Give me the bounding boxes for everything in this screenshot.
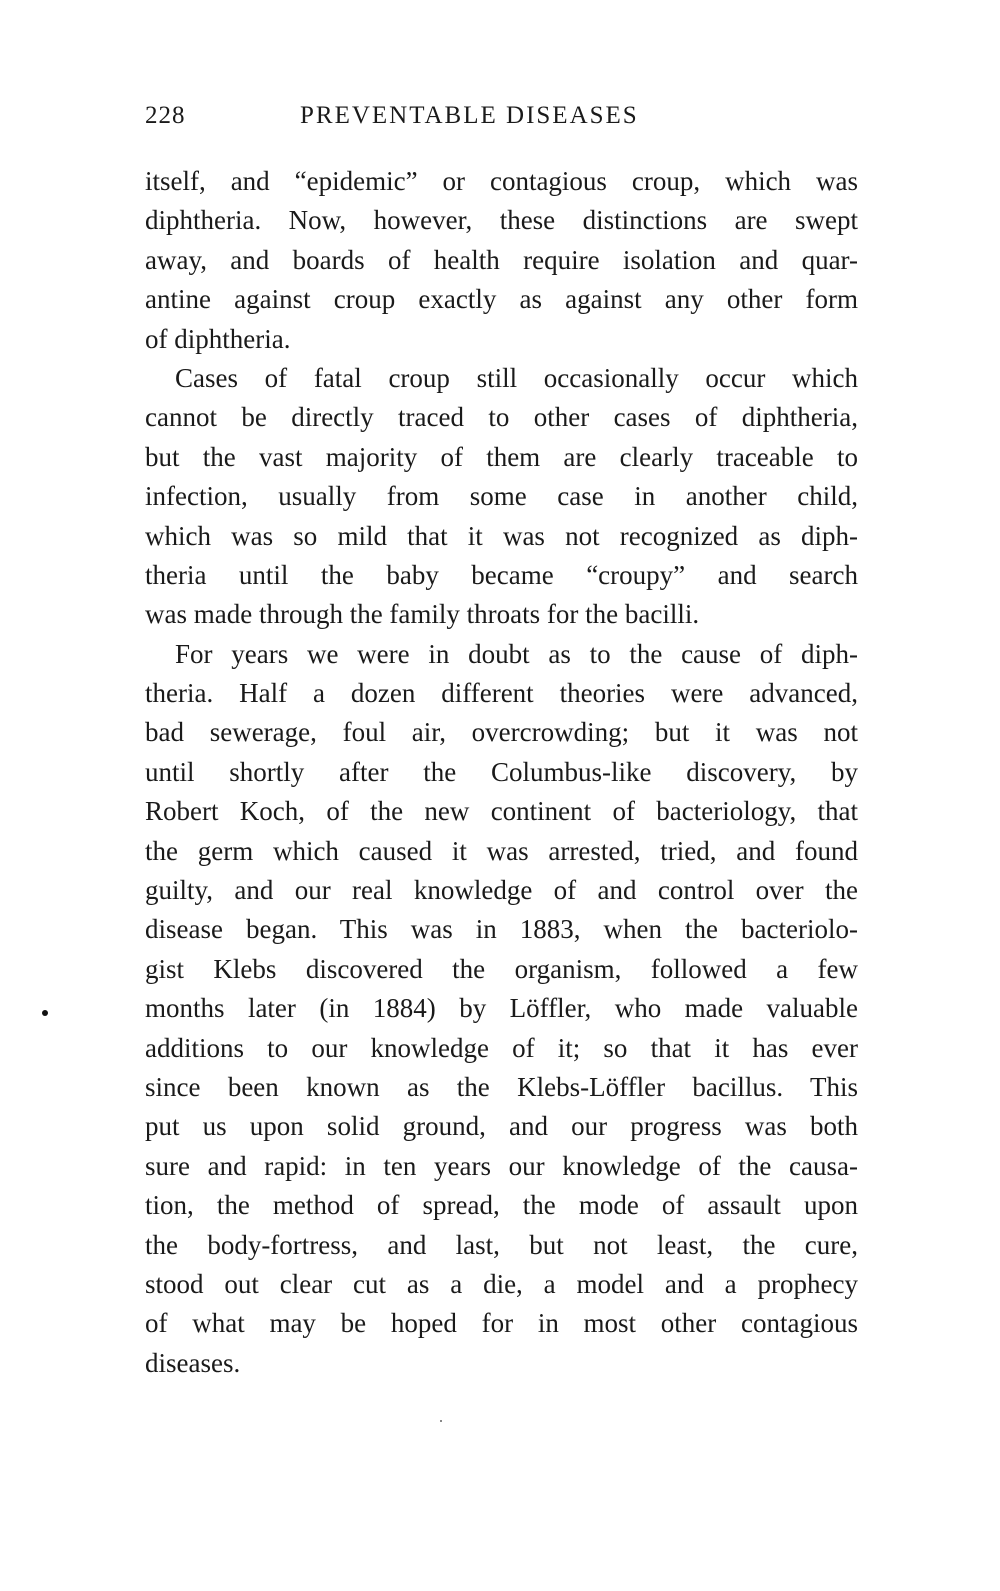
text-line: antine against croup exactly as against any other form xyxy=(145,284,858,315)
text-line: until shortly after the Columbus-like discovery, by xyxy=(145,756,858,787)
text-line: For years we were in doubt as to the cause of diph- xyxy=(175,638,858,669)
margin-ink-speck xyxy=(42,1010,48,1016)
text-line: diphtheria. Now, however, these distinctions are swept xyxy=(145,205,858,236)
text-line: theria. Half a dozen different theories were advanced, xyxy=(145,678,858,709)
text-line: gist Klebs discovered the organism, followed a few xyxy=(145,953,858,984)
text-line: but the vast majority of them are clearly traceable to xyxy=(145,441,858,472)
text-line: stood out clear cut as a die, a model and a prophecy xyxy=(145,1268,858,1299)
running-title: PREVENTABLE DISEASES xyxy=(300,102,639,129)
page-number: 228 xyxy=(145,102,186,129)
text-line: of what may be hoped for in most other contagious xyxy=(145,1308,858,1339)
text-line: Robert Koch, of the new continent of bacteriology, that xyxy=(145,796,858,827)
text-line: guilty, and our real knowledge of and control over the xyxy=(145,875,858,906)
ink-speck xyxy=(440,1420,442,1422)
text-line: disease began. This was in 1883, when the bacteriolo- xyxy=(145,914,858,945)
text-line: months later (in 1884) by Löffler, who made valuable xyxy=(145,993,858,1024)
text-line: diseases. xyxy=(145,1347,241,1378)
text-line: put us upon solid ground, and our progress was both xyxy=(145,1111,858,1142)
text-line: bad sewerage, foul air, overcrowding; but it was not xyxy=(145,717,858,748)
text-line: Cases of fatal croup still occasionally occur which xyxy=(175,362,858,393)
text-line: the body-fortress, and last, but not least, the cure, xyxy=(145,1229,858,1260)
body-text xyxy=(145,162,858,1383)
paragraph xyxy=(145,162,858,359)
paragraph xyxy=(145,635,858,1383)
text-line: since been known as the Klebs-Löffler bacillus. This xyxy=(145,1071,858,1102)
text-line: which was so mild that it was not recognized as diph- xyxy=(145,520,858,551)
text-line: cannot be directly traced to other cases of diphtheria, xyxy=(145,402,858,433)
text-line: infection, usually from some case in another child, xyxy=(145,481,858,512)
text-line: tion, the method of spread, the mode of assault upon xyxy=(145,1190,858,1221)
text-line: away, and boards of health require isolation and quar- xyxy=(145,244,858,275)
text-line: sure and rapid: in ten years our knowledge of the causa- xyxy=(145,1150,858,1181)
text-line: the germ which caused it was arrested, tried, and found xyxy=(145,835,858,866)
paragraph xyxy=(145,359,858,635)
text-line: of diphtheria. xyxy=(145,323,291,354)
text-line: additions to our knowledge of it; so that it has ever xyxy=(145,1032,858,1063)
text-line: itself, and “epidemic” or contagious croup, which was xyxy=(145,166,858,196)
text-line: theria until the baby became “croupy” and search xyxy=(145,559,858,590)
text-line: was made through the family throats for the bacilli. xyxy=(145,599,700,630)
